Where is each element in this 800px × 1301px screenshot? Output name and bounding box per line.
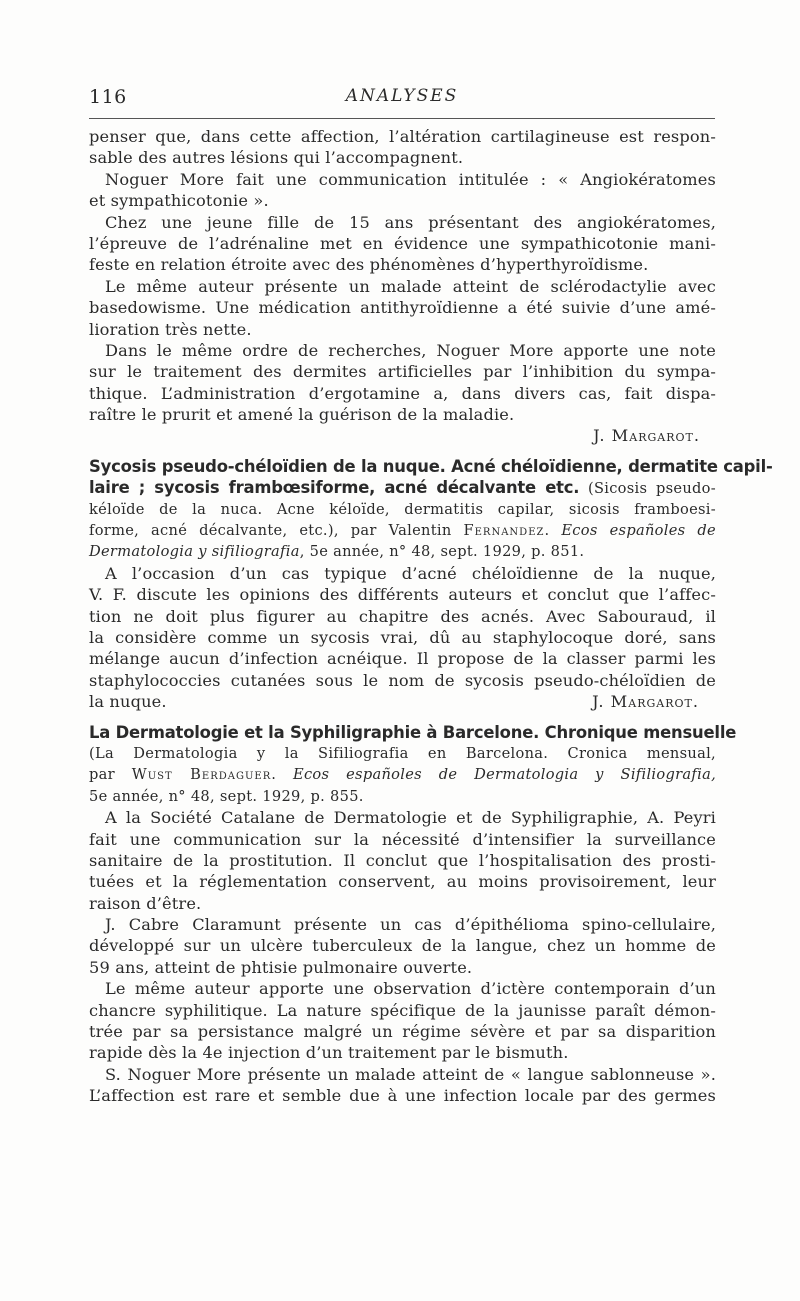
article-title-line	[89, 477, 716, 498]
text-line: A l’occasion d’un cas typique d’acné chéloïdienne de la nuque,	[105, 563, 716, 583]
reference-text: .	[271, 766, 293, 784]
page-body	[89, 126, 773, 1107]
text-line: S. Noguer More présente un malade atteint de « langue sablonneuse ».	[105, 1064, 716, 1084]
text-line: rapide dès la 4e injection d’un traitement par le bismuth.	[89, 1043, 569, 1063]
text-line: J. Cabre Claramunt présente un cas d’épithélioma spino-cellulaire,	[105, 915, 716, 935]
text-line: trée par sa persistance malgré un régime sévère et par sa disparition	[89, 1022, 716, 1042]
running-title: ANALYSES	[345, 86, 459, 106]
section-gap	[89, 713, 716, 722]
page-header	[89, 78, 715, 110]
text-line: sur le traitement des dermites artificielles par l’inhibition du sympa-	[89, 362, 716, 382]
reference-line: kéloïde de la nuca. Acne kéloïde, dermatitis capilar, sicosis framboesi-	[89, 500, 716, 518]
reference-text: .	[544, 522, 562, 540]
text-line: tion ne doit plus figurer au chapitre des acnés. Avec Sabouraud, il	[89, 606, 716, 626]
reference-text: (Sicosis pseudo-	[579, 480, 716, 498]
text-line: Le même auteur présente un malade atteint de sclérodactylie avec	[105, 276, 716, 296]
article-title: Sycosis pseudo-chéloïdien de la nuque. Acné chéloïdienne, dermatite capil-	[89, 456, 773, 476]
reference-author: Wust Berdaguer	[131, 766, 272, 784]
text-line: sanitaire de la prostitution. Il conclut que l’hospitalisation des prosti-	[89, 850, 716, 870]
text-fragment: la nuque.	[89, 692, 167, 712]
header-rule	[89, 118, 715, 119]
text-line	[89, 691, 716, 712]
text-line: développé sur un ulcère tuberculeux de la langue, chez un homme de	[89, 936, 716, 956]
text-line: penser que, dans cette affection, l’altération cartilagineuse est respon-	[89, 127, 716, 146]
text-line: fait une communication sur la nécessité d’intensifier la surveillance	[89, 829, 716, 849]
text-line: l’épreuve de l’adrénaline met en évidence une sympathicotonie mani-	[89, 233, 716, 253]
reference-line	[89, 520, 716, 541]
text-line: Dans le même ordre de recherches, Noguer More apporte une note	[105, 340, 716, 360]
reference-text: , 5e année, n° 48, sept. 1929, p. 851.	[299, 543, 585, 561]
text-line: et sympathicotonie ».	[89, 191, 269, 211]
text-line: chancre syphilitique. La nature spécifique de la jaunisse paraît démon-	[89, 1000, 716, 1020]
text-line: la considère comme un sycosis vrai, dû au staphylocoque doré, sans	[89, 627, 716, 647]
journal-name: Ecos españoles de	[561, 522, 716, 540]
text-line: feste en relation étroite avec des phénomènes d’hyperthyroïdisme.	[89, 255, 649, 275]
text-line: thique. L’administration d’ergotamine a, dans divers cas, fait dispa-	[89, 383, 716, 403]
reference-line	[89, 764, 716, 785]
reference-text: forme, acné décalvante, etc.), par Valentin	[89, 522, 464, 540]
text-line: 59 ans, atteint de phtisie pulmonaire ouverte.	[89, 957, 473, 977]
reference-line: 5e année, n° 48, sept. 1929, p. 855.	[89, 787, 364, 805]
text-line: lioration très nette.	[89, 319, 252, 339]
reference-line: (La Dermatologia y la Sifiliografia en Barcelona. Cronica mensual,	[89, 744, 716, 762]
author-signature: J. Margarot.	[592, 692, 699, 712]
section-gap	[89, 447, 716, 456]
text-line: Chez une jeune fille de 15 ans présentant des angiokératomes,	[105, 212, 716, 232]
text-line: mélange aucun d’infection acnéique. Il propose de la classer parmi les	[89, 649, 716, 669]
text-line: basedowisme. Une médication antithyroïdienne a été suivie d’une amé-	[89, 298, 716, 318]
journal-name: Ecos españoles de Dermatologia y Sifiliografia,	[292, 766, 717, 784]
author-signature: J. Margarot.	[593, 426, 700, 446]
text-line: Noguer More fait une communication intitulée : « Angiokératomes	[105, 169, 716, 189]
text-line: tuées et la réglementation conservent, au moins provisoirement, leur	[89, 872, 716, 892]
text-line: sable des autres lésions qui l’accompagnent.	[89, 148, 464, 168]
text-line: Le même auteur apporte une observation d’ictère contemporain d’un	[105, 979, 716, 999]
page-number: 116	[89, 86, 127, 108]
text-line: raison d’être.	[89, 893, 202, 913]
article-title: La Dermatologie et la Syphiligraphie à Barcelone. Chronique mensuelle	[89, 722, 737, 742]
text-line: A la Société Catalane de Dermatologie et de Syphiligraphie, A. Peyri	[105, 808, 716, 828]
text-line: V. F. discute les opinions des différents auteurs et conclut que l’affec-	[89, 585, 716, 605]
text-line: L’affection est rare et semble due à une infection locale par des germes	[89, 1086, 716, 1106]
journal-name: Dermatologia y sifiliografia	[89, 543, 300, 561]
reference-author: Fernandez	[463, 522, 545, 540]
text-line: staphylococcies cutanées sous le nom de sycosis pseudo-chéloïdien de	[89, 670, 716, 690]
article-title-cont: laire ; sycosis frambœsiforme, acné décalvante etc.	[89, 478, 580, 498]
reference-text: par	[89, 766, 132, 784]
reference-line	[89, 541, 716, 562]
text-line: raître le prurit et amené la guérison de la maladie.	[89, 405, 515, 425]
